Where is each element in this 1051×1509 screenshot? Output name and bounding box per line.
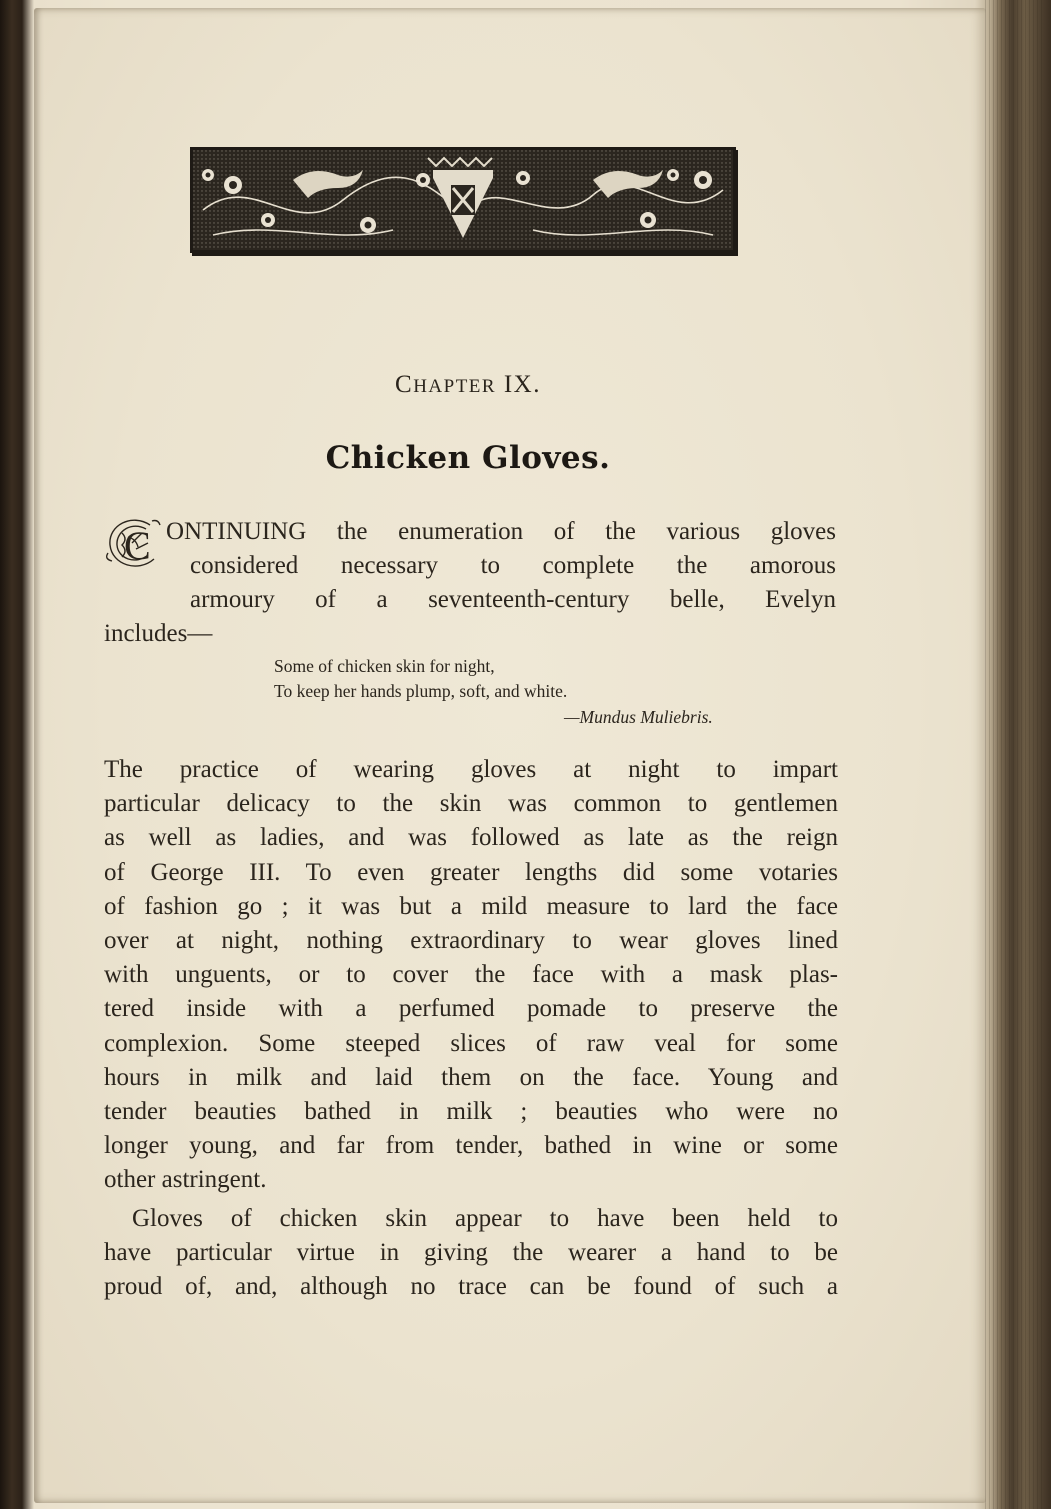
paragraph-1-line: of George III. To even greater lengths did some votaries — [104, 858, 838, 886]
paragraph-1-line: over at night, nothing extraordinary to wear gloves lined — [104, 926, 838, 954]
opening-line-2: considered necessary to complete the amorous — [190, 552, 836, 579]
paragraph-2-line: proud of, and, although no trace can be found of such a — [104, 1273, 838, 1301]
chapter-heading: CHAPTER IX. — [395, 371, 541, 398]
verse-line-1: Some of chicken skin for night, — [274, 656, 495, 676]
paragraph-1-line: with unguents, or to cover the face with a mask plas- — [104, 961, 838, 989]
verse-line-2: To keep her hands plump, soft, and white. — [274, 681, 568, 701]
opening-line-4: includes— — [104, 620, 213, 647]
paragraph-1-line: tender beauties bathed in milk ; beauties who were no — [104, 1097, 838, 1125]
paragraph-1-line: complexion. Some steeped slices of raw veal for some — [104, 1029, 838, 1057]
paragraph-1-line: The practice of wearing gloves at night to impart — [104, 756, 838, 783]
paragraph-1-line: particular delicacy to the skin was common to gentlemen — [104, 790, 838, 818]
paragraph-1-line: as well as ladies, and was followed as late as the reign — [104, 824, 838, 852]
ornamental-headpiece — [190, 147, 736, 253]
paragraph-1-line: of fashion go ; it was but a mild measure to lard the face — [104, 892, 838, 920]
paragraph-2-line: Gloves of chicken skin appear to have been held to — [132, 1205, 838, 1232]
paragraph-2 — [104, 1202, 838, 1305]
paragraph-1-line: tered inside with a perfumed pomade to preserve the — [104, 995, 838, 1023]
opening-line-3: armoury of a seventeenth-century belle, Evelyn — [190, 586, 836, 613]
paragraph-1 — [104, 753, 838, 1197]
page-edge-texture — [985, 0, 1045, 1509]
chapter-title: Chicken Gloves. — [325, 440, 611, 476]
paragraph-2-line: have particular virtue in giving the wearer a hand to be — [104, 1239, 838, 1267]
paragraph-1-line: other astringent. — [104, 1166, 267, 1194]
dropcap-letter: C — [124, 523, 151, 568]
paragraph-1-line: longer young, and far from tender, bathed in wine or some — [104, 1132, 838, 1160]
paragraph-1-line: hours in milk and laid them on the face. Young and — [104, 1063, 838, 1091]
opening-line-1: ONTINUING the enumeration of the various gloves — [166, 518, 836, 545]
floral-ornament-icon — [193, 150, 733, 250]
decorated-dropcap — [102, 513, 164, 575]
verse-attribution: —Mundus Muliebris. — [564, 707, 713, 727]
